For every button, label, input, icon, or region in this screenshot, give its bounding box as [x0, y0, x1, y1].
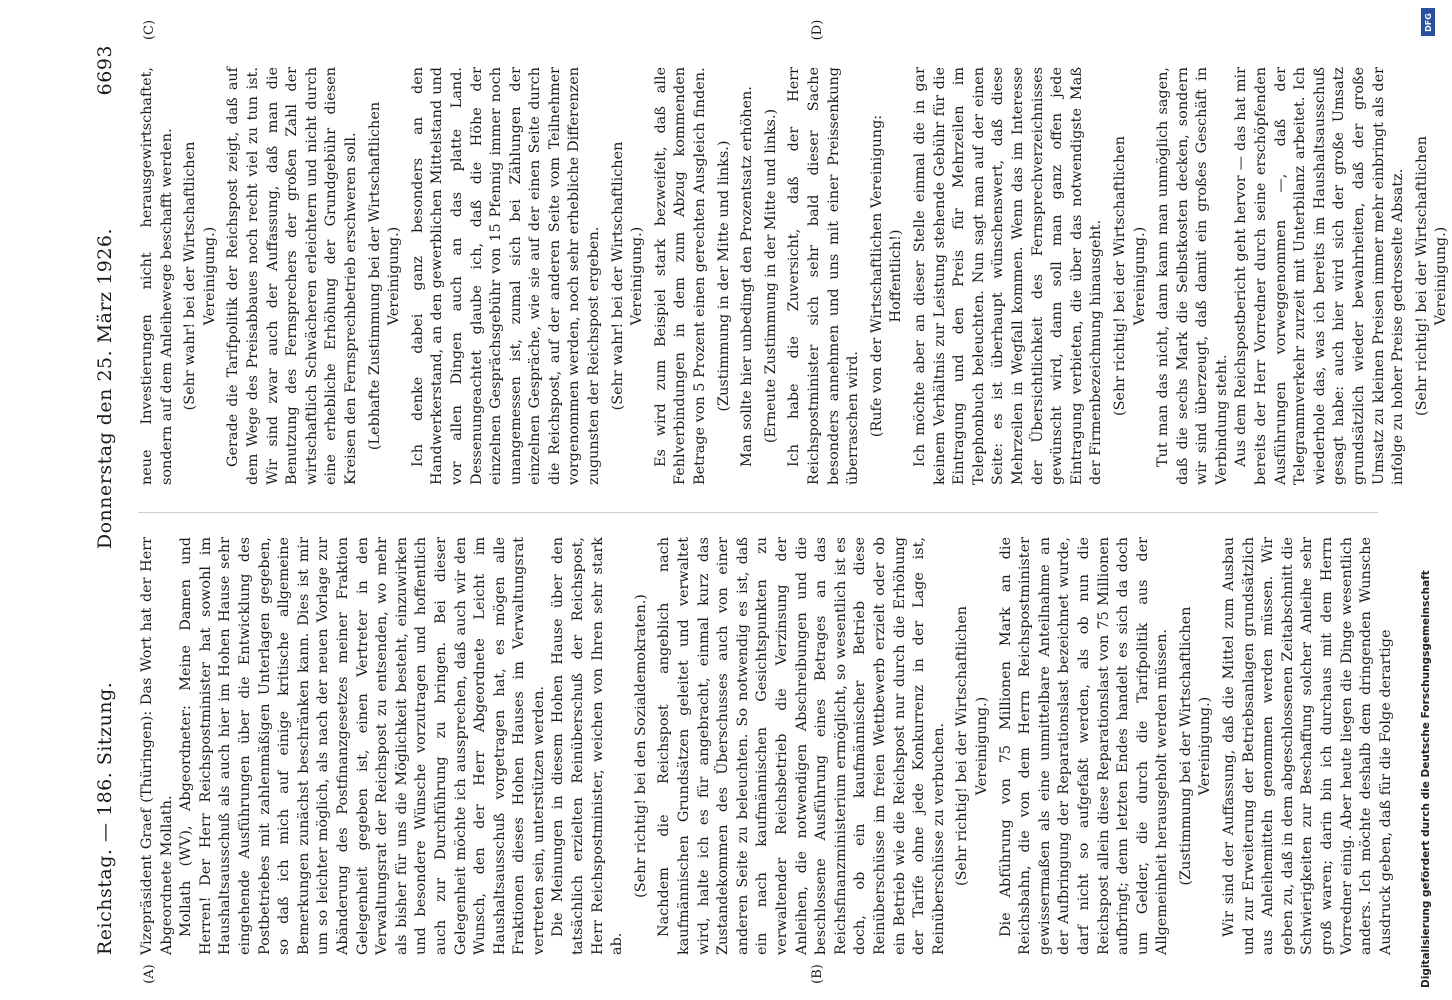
paragraph: Wir sind der Auffassung, daß die Mittel zum Ausbau und zur Erweiterung der Betriebsanlagen grundsätzlich aus Anleihemitteln genommen werden müssen. Wir geben zu, daß in dem abgeschlossenen Zeitabschnitt die Schwierigkeiten zur Beschaffung solcher Anleihe sehr groß waren; darin bin ich durchaus mit dem Herrn Vorredner einig. Aber heute liegen die Dinge wesentlich anders. Ich möchte deshalb dem dringenden Wunsche Ausdruck geben, daß für die Folge derartige — [1221, 537, 1394, 955]
audience-reaction: (Sehr wahr! bei der Wirtschaftlichen Vereinigung.) — [182, 141, 218, 411]
page-header — [90, 45, 120, 955]
audience-reaction: (Zustimmung bei der Wirtschaftlichen Vereinigung.) — [1177, 606, 1214, 886]
page-number: 6693 — [94, 45, 116, 96]
left-column — [138, 537, 1394, 955]
right-column — [138, 67, 1450, 485]
paragraph: Vizepräsident Graef (Thüringen): Das Wort hat der Herr Abgeordnete Mollath. — [139, 537, 175, 955]
margin-marker-d: (D) — [810, 19, 825, 41]
dfg-logo-icon: DFG — [1421, 8, 1435, 36]
paragraph: Ich denke dabei ganz besonders an den Handwerkerstand, an den gewerblichen Mittelstand und vor allen Dingen auch an das platte Land. Dessenungeachtet glaube ich, daß die Höhe der einzelnen Gesprächsgebühr von 15 Pfennig immer noch unangemessen ist, zumal sich bei Zählungen der einzelnen Gespräche, wie sie auf der einen Seite durch die Reichspost, auf der anderen Seite vom Teilnehmer vorgenommen werden, noch sehr erhebliche Differenzen zugunsten der Reichspost ergeben. — [409, 67, 603, 485]
paragraph: Aus dem Reichspostbericht geht hervor — das hat mir bereits der Herr Vorredner durch seine erschöpfenden Ausführungen vorweggenommen —, daß der Telegrammverkehr zurzeit mit Unterbilanz arbeitet. Ich wiederhole das, was ich bereits im Haushaltsausschuß gesagt habe: auch hier wird sich der große Umsatz grundsätzlich wieder bewahrheiten, daß der große Umsatz zu kleinen Preisen immer mehr einbringt als der infolge zu hoher Preise gedrosselte Absatz. — [1233, 67, 1407, 485]
paragraph: Mollath (WV), Abgeordneter: Meine Damen und Herren! Der Herr Reichspostminister hat sowohl im Haushaltsausschuß als auch hier im Hohen Hause sehr eingehende Ausführungen über die Entwicklung des Postbetriebes mit zahlenmäßigen Unterlagen gegeben, so daß ich mich auf einige kritische allgemeine Bemerkungen zunächst beschränken kann. Dies ist mir um so leichter möglich, als nach der neuen Vorlage zur Abänderung des Postfinanzgesetzes meiner Fraktion Gelegenheit gegeben ist, einen Vertreter in den Verwaltungsrat der Reichspost zu entsenden, wo mehr als bisher für uns die Möglichkeit besteht, einzuwirken und besondere Wünsche vorzutragen und hoffentlich auch zur Durchführung zu bringen. Bei dieser Gelegenheit möchte ich aussprechen, daß auch wir den Wunsch, den der Herr Abgeordnete Leicht im Haushaltsausschuß vorgetragen hat, es mögen alle Fraktionen dieses Hohen Hauses im Verwaltungsrat vertreten sein, unterstützen werden. — [178, 537, 547, 955]
audience-reaction: (Zustimmung in der Mitte und links.) — [715, 140, 732, 412]
paragraph: Es wird zum Beispiel stark bezweifelt, daß alle Fehlverbindungen in dem zum Abzug kommenden Betrage von 5 Prozent einen gerechten Ausgleich finden. — [652, 67, 709, 485]
audience-reaction: (Sehr wahr! bei der Wirtschaftlichen Vereinigung.) — [609, 141, 646, 411]
audience-reaction: (Rufe von der Wirtschaftlichen Vereinigung: Hoffentlich!) — [868, 114, 905, 438]
audience-reaction: (Sehr richtig! bei den Sozialdemokraten.) — [632, 594, 649, 898]
paragraph: Die Meinungen in diesem Hohen Hause über den tatsächlich erzielten Reinüberschuß der Reichspost, Herr Reichspostminister, weichen von Ihren sehr stark ab. — [550, 537, 626, 955]
paragraph: Ich habe die Zuversicht, daß der Herr Reichspostminister sich sehr bald dieser Sache besonders annehmen und uns mit einer Preissenkung überraschen wird. — [786, 67, 862, 485]
audience-reaction: (Erneute Zustimmung in der Mitte und links.) — [762, 108, 779, 444]
margin-marker-c: (C) — [142, 19, 157, 41]
paragraph: neue Investierungen nicht herausgewirtschaftet, sondern auf dem Anleihewege beschafft werden. — [139, 67, 175, 485]
header-session: Reichstag. — 186. Sitzung. — [94, 681, 116, 955]
digitization-credit: Digitalisierung gefördert durch die Deutsche Forschungsgemeinschaft — [1420, 570, 1432, 988]
header-date: Donnerstag den 25. März 1926. — [94, 227, 116, 550]
column-divider — [138, 512, 1378, 513]
paragraph: Tut man das nicht, dann kann man unmöglich sagen, daß die sechs Mark die Selbstkosten decken, sondern wir sind überzeugt, daß damit ein großes Geschäft in Verbindung steht. — [1155, 67, 1230, 485]
margin-marker-a: (A) — [142, 964, 157, 984]
paragraph: Nachdem die Reichspost angeblich nach kaufmännischen Grundsätzen geleitet und verwaltet wird, halte ich es für angebracht, einmal kurz das Zustandekommen des Überschusses auch von einer anderen Seite zu beleuchten. So notwendig es ist, daß ein nach kaufmännischen Gesichtspunkten zu verwaltender Reichsbetrieb die Verzinsung der Anleihen, die notwendigen Abschreibungen und die beschlossene Ausführung eines Betrages an das Reichsfinanzministerium ermöglicht, so wesentlich ist es doch, ob ein kaufmännischer Betrieb diese Reinüberschüsse im freien Wettbewerb erzielt oder ob ein Betrieb wie die Reichspost nur durch die Erhöhung der Tarife ohne jede Konkurrenz in der Lage ist, Reinüberschüsse zu verbuchen. — [656, 537, 947, 955]
paragraph: Gerade die Tarifpolitik der Reichspost zeigt, daß auf dem Wege des Preisabbaues noch recht viel zu tun ist. Wir sind zwar auch der Auffassung, daß man die Benutzung des Fernsprechers der großen Zahl der wirtschaftlich Schwächeren erleichtern und nicht durch eine erhebliche Erhöhung der Grundgebühr diesen Kreisen den Fernsprechbetrieb erschweren soll. — [225, 67, 359, 485]
audience-reaction: (Sehr richtig! bei der Wirtschaftlichen Vereinigung.) — [1413, 135, 1450, 417]
margin-marker-b: (B) — [810, 964, 825, 984]
paragraph: Man sollte hier unbedingt den Prozentsatz erhöhen. — [739, 86, 756, 467]
audience-reaction: (Sehr richtig! bei der Wirtschaftlichen Vereinigung.) — [954, 605, 990, 887]
audience-reaction: (Lebhafte Zustimmung bei der Wirtschaftlichen Vereinigung.) — [366, 101, 403, 451]
paragraph: Die Abführung von 75 Millionen Mark an die Reichsbahn, die von dem Herrn Reichspostminister gewissermaßen als eine unmittelbare Anteilnahme an der Aufbringung der Reparationslast bezeichnet wurde, darf nicht so aufgefaßt werden, als ob nun die Reichspost allein diese Reparationslast von 75 Millionen aufbringt; denn letzten Endes handelt es sich da doch um Gelder, die durch die Tarifpolitik aus der Allgemeinheit herausgeholt werden müssen. — [997, 537, 1171, 955]
paragraph: Ich möchte aber an dieser Stelle einmal die in gar keinem Verhältnis zur Leistung stehende Gebühr für die Eintragung und den Preis für Mehrzeilen im Telephonbuch beleuchten. Nun sagt man auf der einen Seite: es ist überhaupt wünschenswert, daß diese Mehrzeilen in Wegfall kommen. Wenn das im Interesse der Übersichtlichkeit des Fernsprechverzeichnisses gewünscht wird, dann soll man ganz offen jede Eintragung verbieten, die über das notwendigste Maß der Firmenbezeichnung hinausgeht. — [911, 67, 1105, 485]
audience-reaction: (Sehr richtig! bei der Wirtschaftlichen Vereinigung.) — [1111, 135, 1148, 417]
